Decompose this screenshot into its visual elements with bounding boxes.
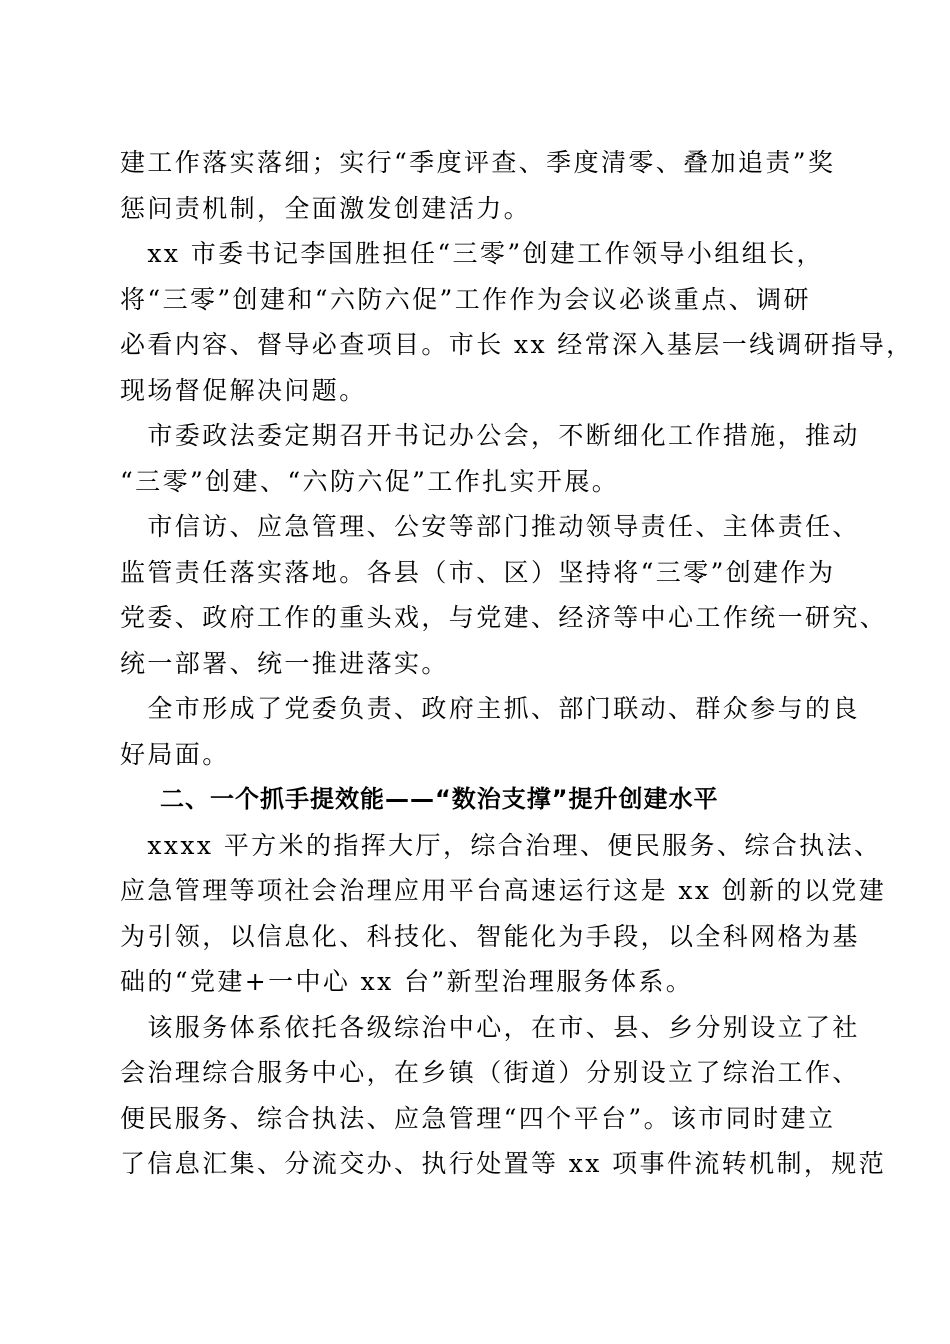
text-line: 为引领，以信息化、科技化、智能化为手段，以全科网格为基: [120, 921, 860, 951]
paragraph-3: [120, 413, 860, 504]
text-line: 该服务体系依托各级综治中心，在市、县、乡分别设立了社: [120, 1012, 860, 1042]
document-page: [120, 140, 914, 1187]
section-heading: 二、一个抓手提效能——“数治支撑”提升创建水平: [160, 785, 719, 813]
text-line: 将“三零”创建和“六防六促”工作作为会议必谈重点、调研: [120, 284, 811, 314]
text-line: 市信访、应急管理、公安等部门推动领导责任、主体责任、: [120, 512, 860, 541]
text-line: 现场督促解决问题。: [120, 375, 367, 405]
text-line: 全市形成了党委负责、政府主抓、部门联动、群众参与的良: [120, 694, 860, 723]
text-line: 惩问责机制，全面激发创建活力。: [120, 193, 532, 223]
paragraph-6: [120, 823, 887, 1005]
text-line: 应急管理等项社会治理应用平台高速运行这是 xx 创新的以党建: [120, 876, 887, 905]
paragraph-2: [120, 231, 914, 413]
paragraph-4: [120, 504, 888, 686]
paragraph-5: [120, 686, 860, 777]
text-line: 建工作落实落细；实行“季度评查、季度清零、叠加追责”奖: [120, 148, 836, 177]
text-line: 了信息汇集、分流交办、执行处置等 xx 项事件流转机制，规范: [120, 1149, 887, 1178]
text-line: “三零”创建、“六防六促”工作扎实开展。: [120, 466, 620, 496]
text-line: 党委、政府工作的重头戏，与党建、经济等中心工作统一研究、: [120, 603, 888, 632]
paragraph-1: [120, 140, 836, 231]
text-line: 监管责任落实落地。各县（市、区）坚持将“三零”创建作为: [120, 557, 836, 587]
text-line: 统一部署、统一推进落实。: [120, 648, 449, 678]
text-line: xx 市委书记李国胜担任“三零”创建工作领导小组组长，: [120, 239, 824, 268]
text-line: 础的“党建+一中心 xx 台”新型治理服务体系。: [120, 967, 694, 996]
paragraph-7: [120, 1005, 887, 1187]
text-line: 好局面。: [120, 739, 230, 769]
text-line: 市委政法委定期召开书记办公会，不断细化工作措施，推动: [120, 421, 860, 450]
text-line: 会治理综合服务中心，在乡镇（街道）分别设立了综治工作、: [120, 1058, 860, 1087]
text-line: 便民服务、综合执法、应急管理“四个平台”。该市同时建立: [120, 1103, 836, 1133]
text-line: xxxx 平方米的指挥大厅，综合治理、便民服务、综合执法、: [120, 830, 882, 860]
text-line: 必看内容、督导必查项目。市长 xx 经常深入基层一线调研指导，: [120, 330, 914, 359]
